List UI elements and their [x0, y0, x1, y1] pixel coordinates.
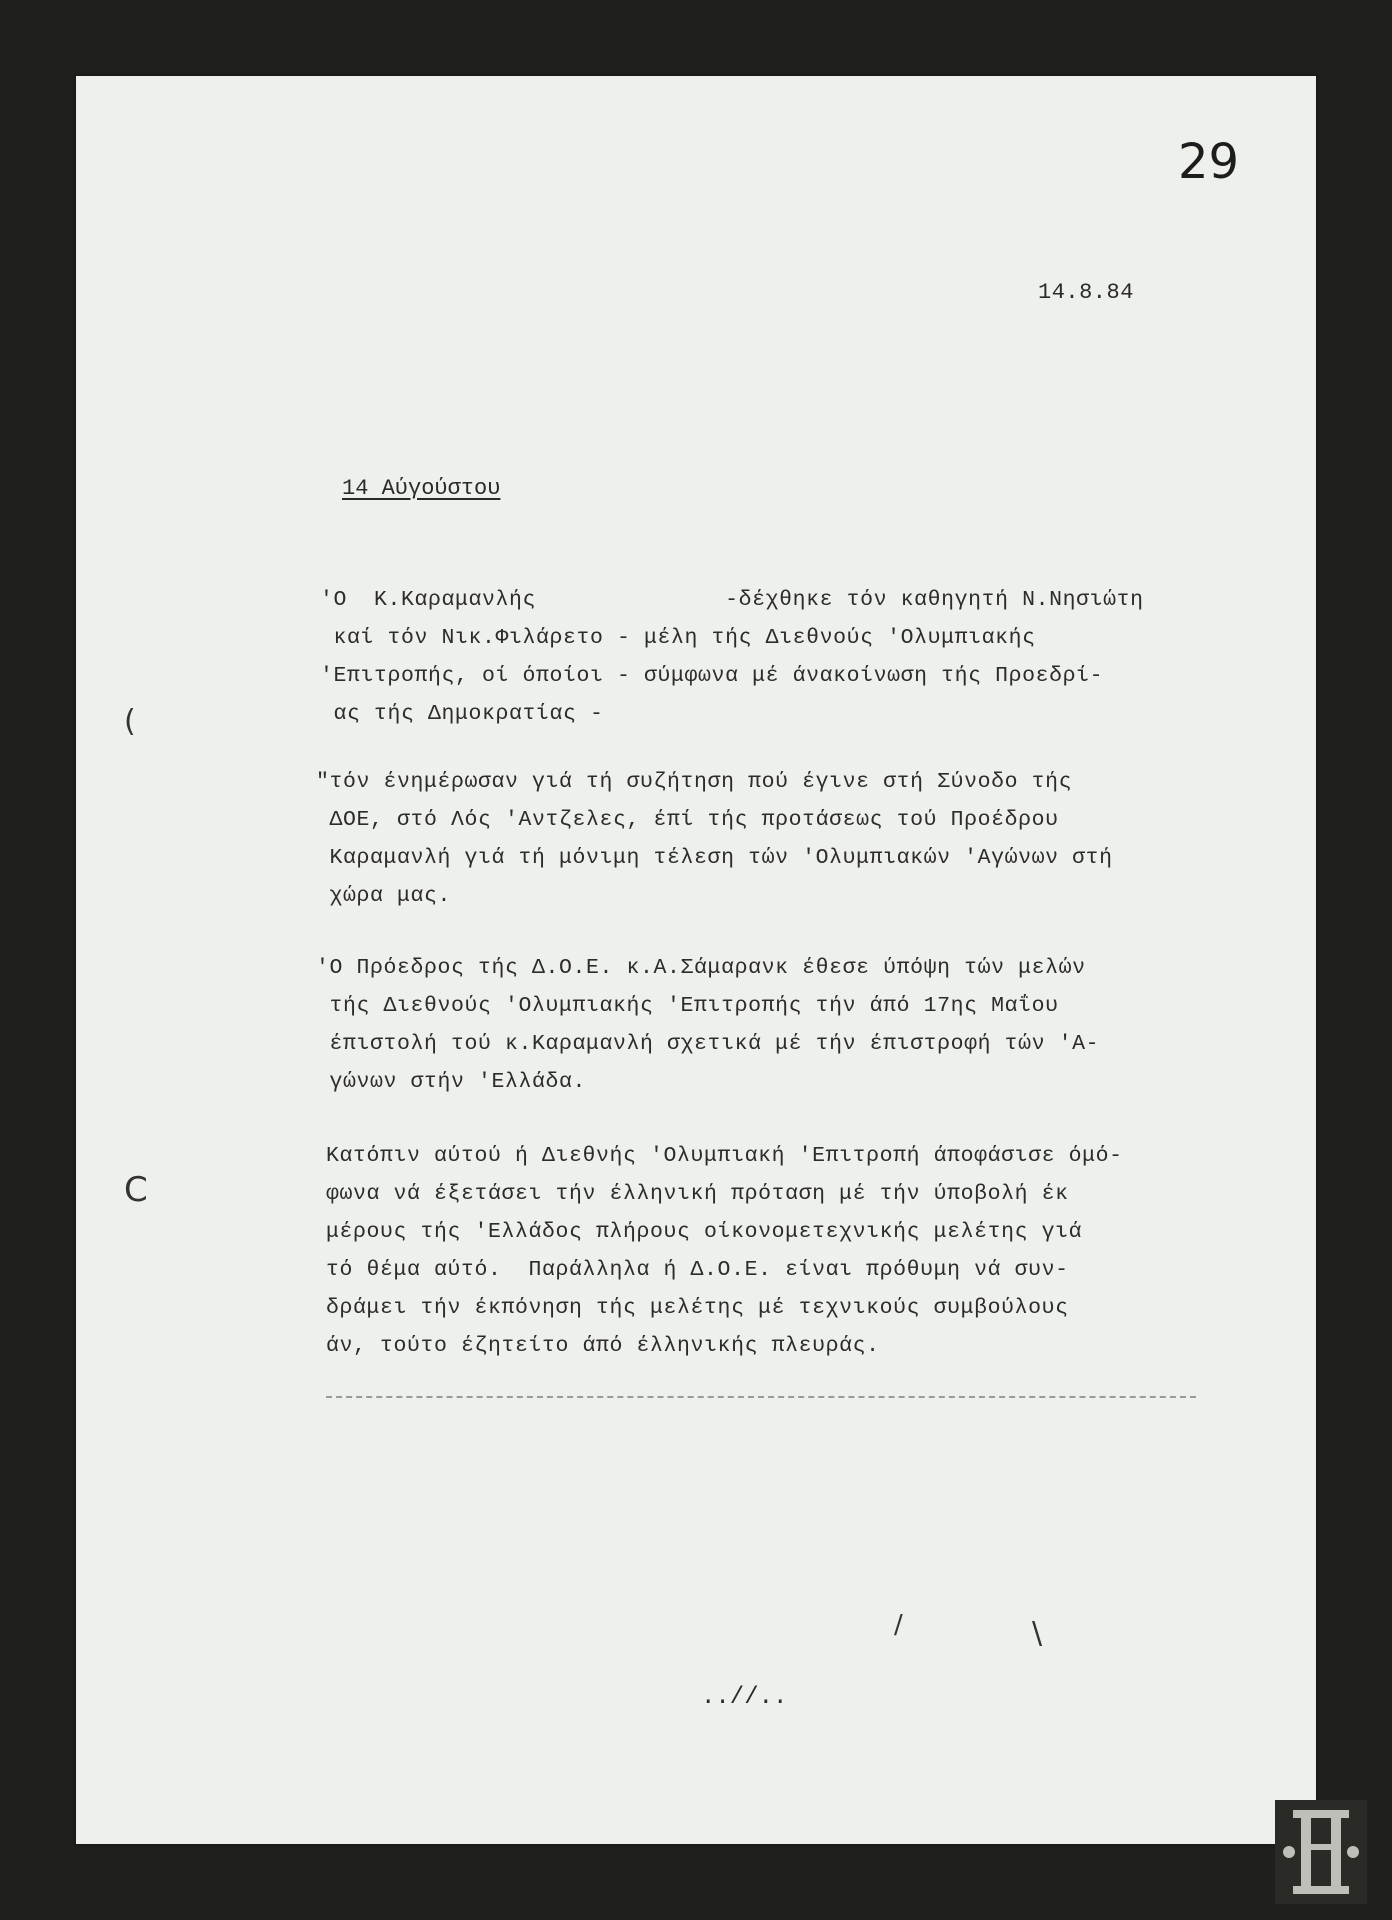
- page-number: 29: [1178, 134, 1240, 190]
- text-line: μέρους τής 'Ελλάδος πλήρους οίκονομετεχνικής μελέτης γιά: [326, 1220, 1083, 1244]
- text-line: 'Επιτροπής, οί όποίοι - σύμφωνα μέ άνακοίνωση τής Προεδρί-: [320, 664, 1104, 688]
- text-line: χώρα μας.: [316, 884, 452, 908]
- margin-mark: /: [894, 1610, 903, 1640]
- margin-mark: C: [124, 1170, 148, 1210]
- document-date: 14.8.84: [1038, 280, 1134, 305]
- text-line: φωνα νά έξετάσει τήν έλληνική πρόταση μέ τήν ύποβολή έκ: [326, 1182, 1069, 1206]
- archive-logo-icon: [1275, 1800, 1367, 1904]
- section-heading: 14 Αύγούστου: [342, 476, 501, 501]
- continuation-mark: ..//..: [701, 1684, 788, 1711]
- text-line: Καραμανλή γιά τή μόνιμη τέλεση τών 'Ολυμπιακών 'Αγώνων στή: [316, 846, 1113, 870]
- text-line: τής Διεθνούς 'Ολυμπιακής 'Επιτροπής τήν άπό 17ης Μαΐου: [316, 994, 1059, 1018]
- divider-line: [326, 1396, 1196, 1398]
- document-page: [76, 76, 1316, 1844]
- margin-mark: (: [124, 704, 136, 739]
- margin-mark: \: [1032, 1616, 1043, 1651]
- text-line: ας τής Δημοκρατίας -: [320, 702, 604, 726]
- text-line: 'Ο Πρόεδρος τής Δ.Ο.Ε. κ.Α.Σάμαρανκ έθεσε ύπόψη τών μελών: [316, 956, 1086, 980]
- text-line: 'Ο Κ.Καραμανλής -δέχθηκε τόν καθηγητή Ν.Νησιώτη: [320, 588, 1144, 612]
- text-line: τό θέμα αύτό. Παράλληλα ή Δ.Ο.Ε. είναι πρόθυμη νά συν-: [326, 1258, 1069, 1282]
- text-line: γώνων στήν 'Ελλάδα.: [316, 1070, 587, 1094]
- text-line: έπιστολή τού κ.Καραμανλή σχετικά μέ τήν έπιστροφή τών 'Α-: [316, 1032, 1100, 1056]
- text-line: Κατόπιν αύτού ή Διεθνής 'Ολυμπιακή 'Επιτροπή άποφάσισε όμό-: [326, 1144, 1123, 1168]
- text-line: δράμει τήν έκπόνηση τής μελέτης μέ τεχνικούς συμβούλους: [326, 1296, 1069, 1320]
- text-line: "τόν ένημέρωσαν γιά τή συζήτηση πού έγινε στή Σύνοδο τής: [316, 770, 1073, 794]
- text-line: καί τόν Νικ.Φιλάρετο - μέλη τής Διεθνούς 'Ολυμπιακής: [320, 626, 1036, 650]
- text-line: άν, τούτο έζητείτο άπό έλληνικής πλευράς.: [326, 1334, 880, 1358]
- text-line: ΔΟΕ, στό Λός 'Αντζελες, έπί τής προτάσεως τού Προέδρου: [316, 808, 1059, 832]
